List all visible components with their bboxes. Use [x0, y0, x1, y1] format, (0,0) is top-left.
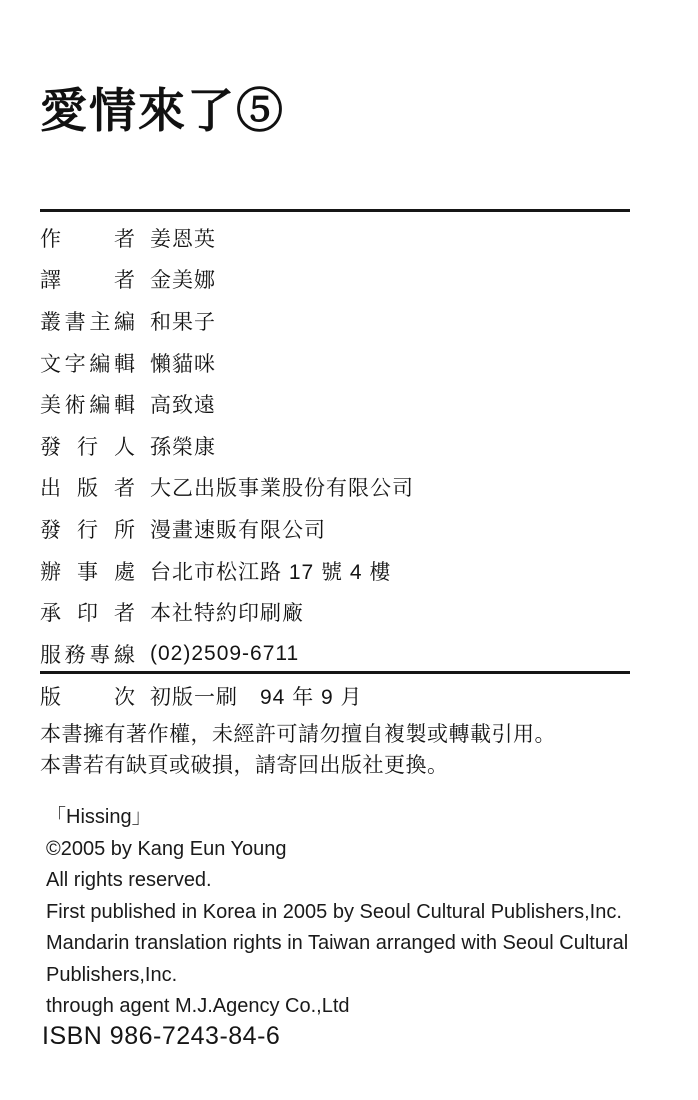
copyright-notice: 本書擁有著作權，未經許可請勿擅自複製或轉載引用。 — [40, 723, 556, 746]
original-title: 「Hissing」 — [46, 806, 152, 828]
credit-label: 發 行 人 — [40, 435, 136, 459]
credits-table — [40, 217, 640, 675]
credit-label: 辦 事 處 — [40, 560, 136, 584]
english-copyright-block — [46, 802, 676, 1023]
credit-row-translator — [40, 259, 640, 301]
book-title: 愛情來了⑤ — [40, 84, 285, 137]
edition-row — [40, 676, 640, 716]
replacement-notice: 本書若有缺頁或破損，請寄回出版社更換。 — [40, 754, 449, 777]
credit-value: 姜恩英 — [150, 227, 216, 251]
credit-value: 本社特約印刷廠 — [150, 602, 304, 626]
edition-value: 初版一刷 94 年 9 月 — [150, 686, 363, 709]
credit-value: 台北市松江路 17 號 4 樓 — [150, 560, 392, 584]
copyright-year-author: ©2005 by Kang Eun Young — [46, 837, 287, 860]
credit-row-service-line — [40, 633, 640, 675]
credit-row-series-editor — [40, 300, 640, 342]
credit-value: 大乙出版事業股份有限公司 — [150, 477, 414, 501]
credit-row-publishing-company — [40, 467, 640, 509]
credit-value: 孫榮康 — [150, 435, 216, 459]
rights-reserved: All rights reserved. — [46, 869, 212, 891]
credit-value: 漫畫速販有限公司 — [150, 518, 326, 542]
credit-row-distributor — [40, 508, 640, 550]
first-published-line: First published in Korea in 2005 by Seoul Cultural Publishers,Inc. — [46, 900, 622, 923]
credit-row-text-editor — [40, 342, 640, 384]
translation-rights-line-2: Publishers,Inc. — [46, 963, 178, 986]
credit-label: 承 印 者 — [40, 602, 136, 626]
credit-label: 服務專線 — [40, 643, 136, 667]
credit-value: 金美娜 — [150, 269, 216, 293]
credit-label: 叢書主編 — [40, 310, 136, 334]
credit-value: 和果子 — [150, 310, 216, 334]
divider-top — [40, 209, 630, 212]
credit-label: 作 者 — [40, 227, 136, 251]
translation-rights-line-1: Mandarin translation rights in Taiwan arranged with Seoul Cultural — [46, 932, 629, 954]
agent-line: through agent M.J.Agency Co.,Ltd — [46, 995, 350, 1017]
credit-label: 出 版 者 — [40, 477, 136, 501]
divider-middle — [40, 671, 630, 674]
credit-label: 譯 者 — [40, 269, 136, 293]
credit-value: 高致遠 — [150, 394, 216, 418]
isbn-number: ISBN 986-7243-84-6 — [42, 1022, 281, 1050]
credit-label: 文字編輯 — [40, 352, 136, 376]
credit-row-printer — [40, 591, 640, 633]
credit-row-publisher-person — [40, 425, 640, 467]
credit-value: (02)2509-6711 — [150, 641, 300, 665]
credit-label: 發 行 所 — [40, 518, 136, 542]
legal-notices — [40, 719, 660, 781]
credit-label: 美術編輯 — [40, 394, 136, 418]
edition-label: 版 次 — [40, 686, 136, 709]
credit-row-author — [40, 217, 640, 259]
credit-value: 懶貓咪 — [150, 352, 216, 376]
credit-row-art-editor — [40, 383, 640, 425]
credit-row-office-address — [40, 550, 640, 592]
